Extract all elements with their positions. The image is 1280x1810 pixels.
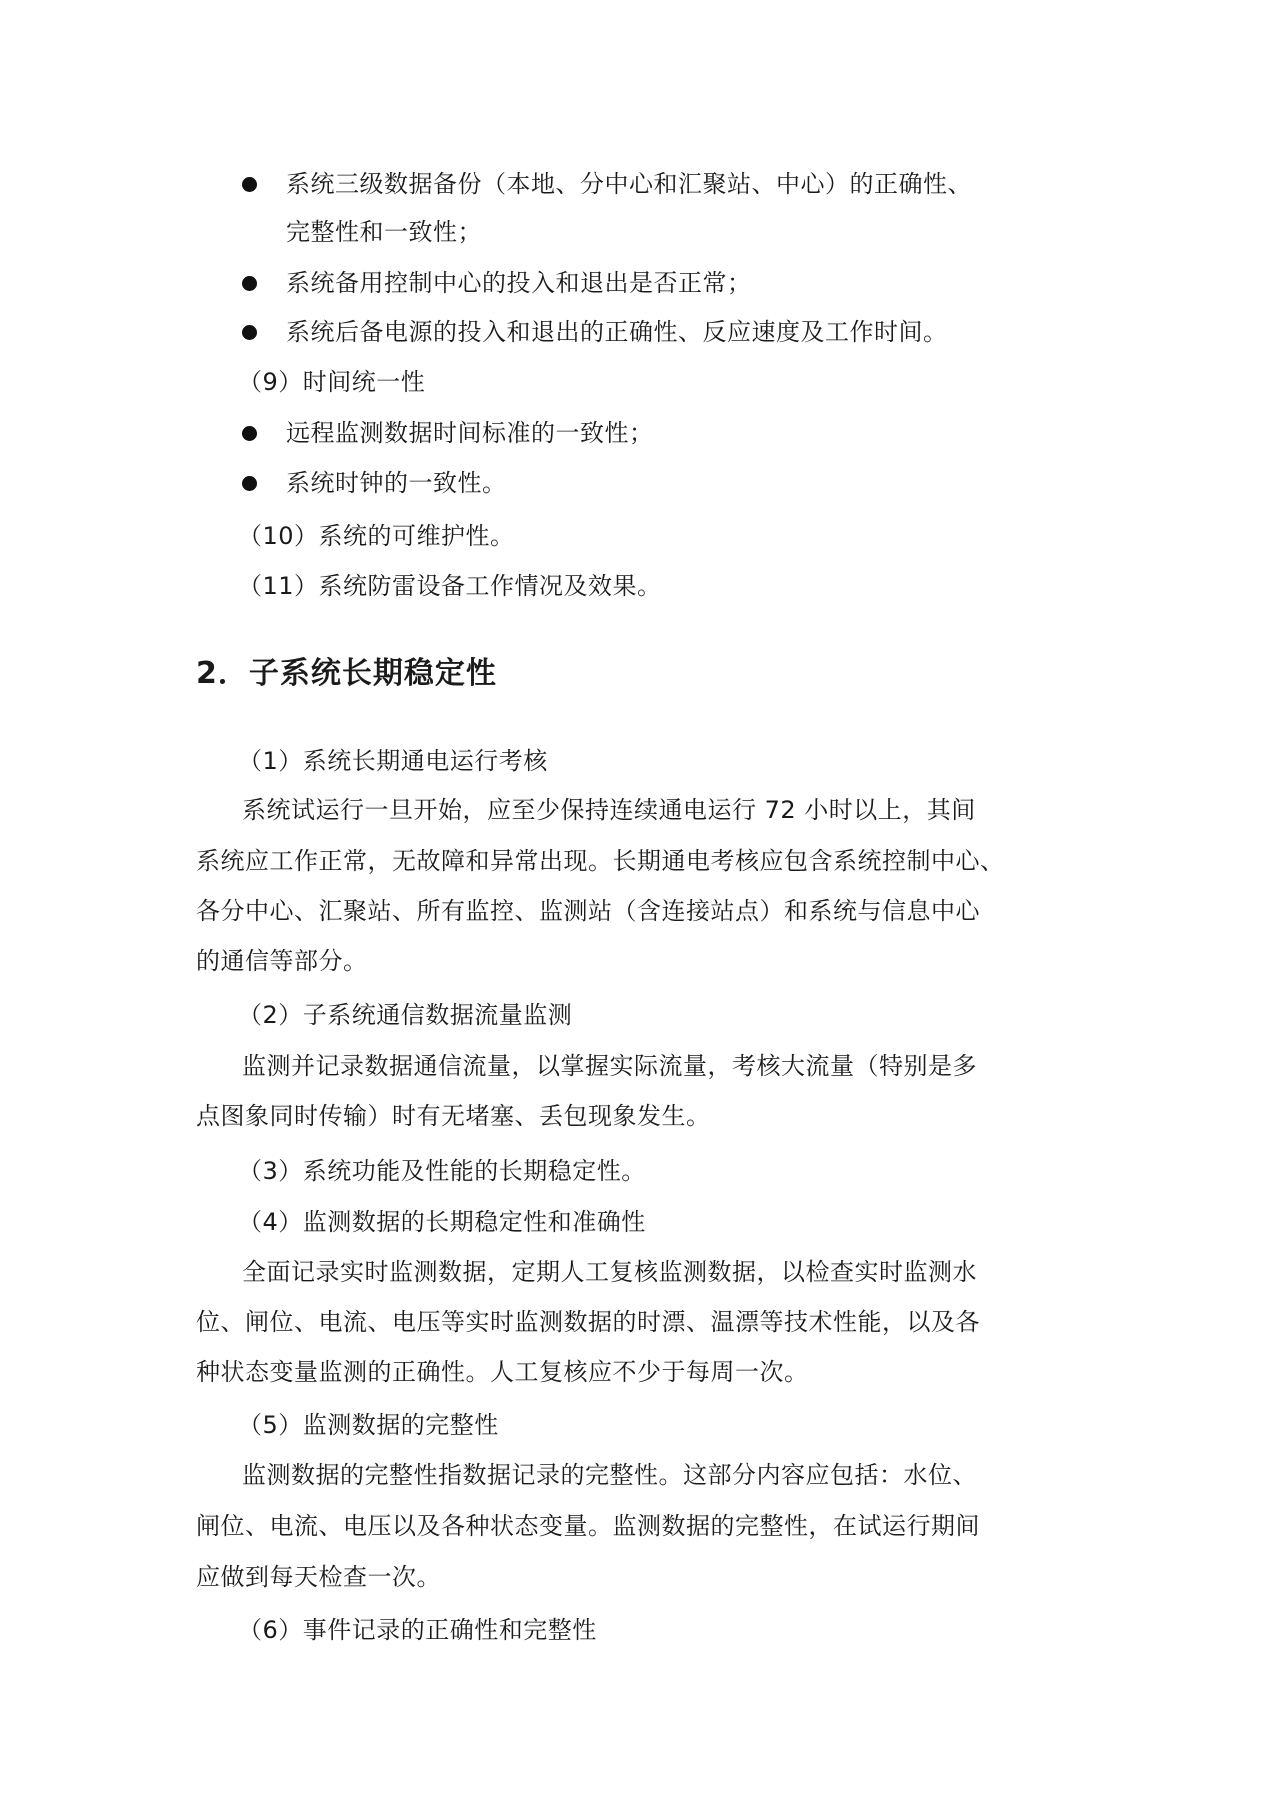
paragraph-line: 监测并记录数据通信流量，以掌握实际流量，考核大流量（特别是多: [242, 1052, 977, 1080]
paragraph-line: 各分中心、汇聚站、所有监控、监测站（含连接站点）和系统与信息中心: [196, 897, 980, 925]
paragraph-line: 应做到每天检查一次。: [196, 1563, 441, 1591]
subsection-title: （2）子系统通信数据流量监测: [238, 1001, 573, 1029]
paragraph-line: 闸位、电流、电压以及各种状态变量。监测数据的完整性，在试运行期间: [196, 1512, 980, 1540]
paragraph-line: 监测数据的完整性指数据记录的完整性。这部分内容应包括：水位、: [242, 1461, 977, 1489]
subsection-title: （5）监测数据的完整性: [238, 1411, 499, 1439]
paragraph-line: 种状态变量监测的正确性。人工复核应不少于每周一次。: [196, 1358, 809, 1386]
bullet-dot: [242, 476, 257, 491]
subsection-title: （1）系统长期通电运行考核: [238, 747, 548, 775]
paragraph-line: 系统试运行一旦开始，应至少保持连续通电运行 72 小时以上，其间: [242, 796, 976, 824]
bullet-item-text: 系统三级数据备份（本地、分中心和汇聚站、中心）的正确性、: [286, 170, 972, 198]
numbered-item: （10）系统的可维护性。: [238, 522, 515, 550]
numbered-item: （9）时间统一性: [238, 368, 426, 396]
paragraph-line: 的通信等部分。: [196, 947, 368, 975]
bullet-dot: [242, 276, 257, 291]
paragraph-line: 系统应工作正常，无故障和异常出现。长期通电考核应包含系统控制中心、: [196, 847, 1005, 875]
bullet-dot: [242, 177, 257, 192]
subsection-title: （6）事件记录的正确性和完整性: [238, 1616, 597, 1644]
bullet-dot: [242, 325, 257, 340]
subsection-title: （4）监测数据的长期稳定性和准确性: [238, 1208, 646, 1236]
section-heading: 2．子系统长期稳定性: [196, 656, 497, 691]
bullet-item-text-continuation: 完整性和一致性；: [286, 218, 482, 246]
paragraph-line: 全面记录实时监测数据，定期人工复核监测数据，以检查实时监测水: [242, 1258, 977, 1286]
bullet-dot: [242, 426, 257, 441]
bullet-item-text: 系统后备电源的投入和退出的正确性、反应速度及工作时间。: [286, 318, 948, 346]
paragraph-line: 位、闸位、电流、电压等实时监测数据的时漂、温漂等技术性能，以及各: [196, 1308, 980, 1336]
numbered-item: （11）系统防雷设备工作情况及效果。: [238, 572, 662, 600]
paragraph-line: 点图象同时传输）时有无堵塞、丢包现象发生。: [196, 1102, 711, 1130]
bullet-item-text: 系统备用控制中心的投入和退出是否正常；: [286, 269, 752, 297]
bullet-item-text: 系统时钟的一致性。: [286, 469, 507, 497]
subsection-title: （3）系统功能及性能的长期稳定性。: [238, 1157, 646, 1185]
bullet-item-text: 远程监测数据时间标准的一致性；: [286, 419, 654, 447]
